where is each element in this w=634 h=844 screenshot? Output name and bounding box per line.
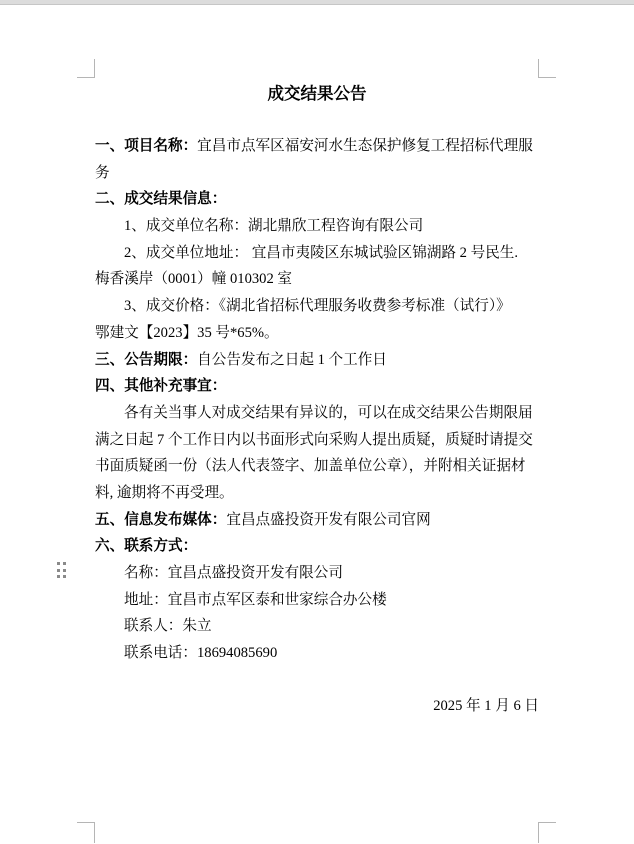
line-objection-2 xyxy=(95,427,539,454)
date-value: 2025 年 1 月 6 日 xyxy=(433,698,539,715)
page-top-edge xyxy=(0,0,634,5)
section-label: 三、公告期限： xyxy=(95,351,198,368)
blank-line xyxy=(95,667,539,694)
section-value: 地址：宜昌市点军区泰和世家综合办公楼 xyxy=(124,591,387,608)
section-value: 务 xyxy=(95,164,110,181)
line-contact-name xyxy=(95,560,539,587)
section-value: 满之日起 7 个工作日内以书面形式向采购人提出质疑，质疑时请提交 xyxy=(95,431,533,448)
section-value: 联系电话：18694085690 xyxy=(124,645,278,662)
line-objection-4 xyxy=(95,480,539,507)
section-label: 二、成交结果信息： xyxy=(95,191,227,208)
section-label: 五、信息发布媒体： xyxy=(95,511,227,528)
section-value: 宜昌市点军区福安河水生态保护修复工程招标代理服 xyxy=(197,138,533,154)
margin-mark-bottom-right xyxy=(538,822,556,843)
margin-mark-top-right xyxy=(538,59,556,78)
line-price xyxy=(95,293,539,320)
section-label: 一、项目名称： xyxy=(95,138,198,154)
line-project-name xyxy=(95,133,539,160)
margin-mark-bottom-left xyxy=(77,822,95,843)
line-objection-3 xyxy=(95,453,539,480)
section-label: 六、联系方式： xyxy=(95,538,198,555)
line-section-result-info xyxy=(95,186,539,213)
line-price-wrap xyxy=(95,320,539,347)
section-value: 自公告发布之日起 1 个工作日 xyxy=(197,351,387,368)
document-date xyxy=(95,693,539,720)
line-section-other xyxy=(95,373,539,400)
line-winner-address xyxy=(95,240,539,267)
section-value: 名称：宜昌点盛投资开发有限公司 xyxy=(124,565,343,581)
line-section-contact xyxy=(95,533,539,560)
drag-handle-icon[interactable] xyxy=(57,562,66,578)
line-project-name-wrap xyxy=(95,160,539,187)
document-body xyxy=(95,80,539,720)
section-value: 3、成交价格：《湖北省招标代理服务收费参考标准（试行）》 xyxy=(124,298,511,315)
section-value: 各有关当事人对成交结果有异议的，可以在成交结果公告期限届 xyxy=(124,404,533,421)
section-value: 2、成交单位地址： 宜昌市夷陵区东城试验区锦湖路 2 号民生. xyxy=(124,244,519,261)
section-value: 梅香溪岸（0001）幢 010302 室 xyxy=(95,271,293,288)
section-value: 书面质疑函一份（法人代表签字、加盖单位公章），并附相关证据材 xyxy=(95,458,526,475)
line-contact-address xyxy=(95,587,539,614)
section-value: 宜昌点盛投资开发有限公司官网 xyxy=(226,511,431,528)
section-label: 四、其他补充事宜： xyxy=(95,378,227,395)
line-contact-person xyxy=(95,613,539,640)
line-contact-phone xyxy=(95,640,539,667)
line-objection-1 xyxy=(95,400,539,427)
section-value: 1、成交单位名称：湖北鼎欣工程咨询有限公司 xyxy=(124,218,424,235)
section-value: 料, 逾期将不再受理。 xyxy=(95,484,234,501)
document-title: 成交结果公告 xyxy=(267,84,367,103)
section-value: 鄂建文【2023】35 号*65%。 xyxy=(95,324,279,341)
line-announcement-period xyxy=(95,347,539,374)
line-winner-name xyxy=(95,213,539,240)
section-value: 联系人：朱立 xyxy=(124,618,212,635)
line-publish-media xyxy=(95,507,539,534)
line-winner-address-wrap xyxy=(95,266,539,293)
margin-mark-top-left xyxy=(77,59,95,78)
